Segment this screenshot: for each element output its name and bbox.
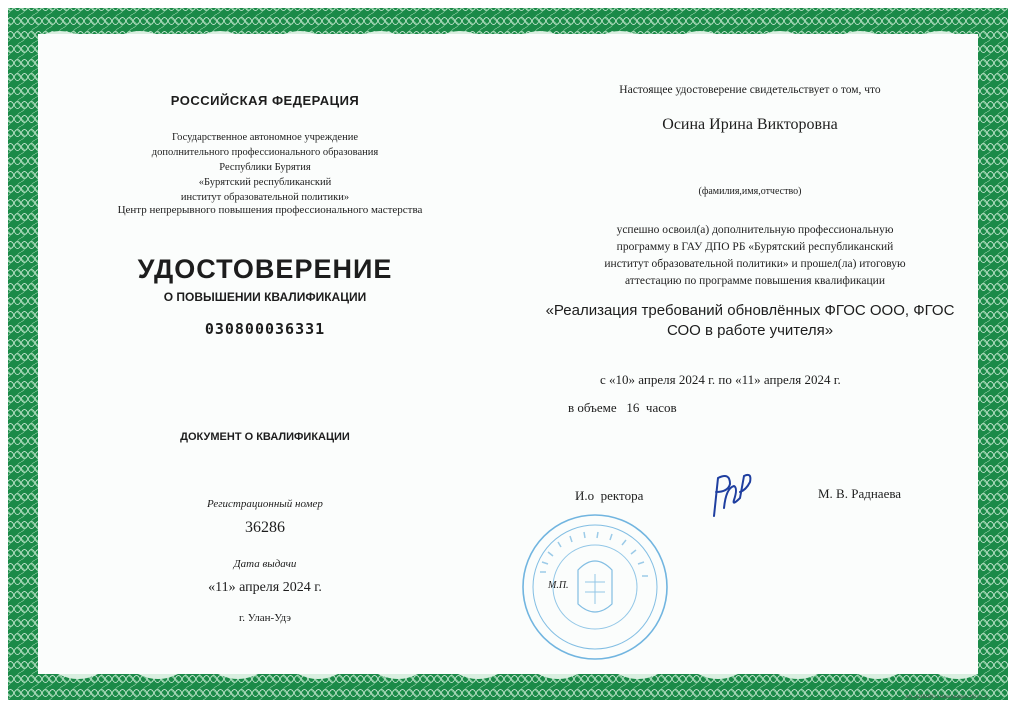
training-period: с «10» апреля 2024 г. по «11» апреля 2024 г. xyxy=(600,372,841,387)
serial-number: 030800036331 xyxy=(204,320,326,338)
program-title xyxy=(520,301,980,341)
completion-line: программу в ГАУ ДПО РБ «Бурятский республиканский xyxy=(616,241,894,253)
institution-line: институт образовательной политики» xyxy=(180,192,350,203)
institution-block xyxy=(110,130,420,205)
institution-line: «Бурятский республиканский xyxy=(198,177,332,188)
completion-text xyxy=(530,222,980,290)
official-seal xyxy=(520,512,670,662)
name-caption: (фамилия,имя,отчество) xyxy=(698,186,802,197)
city: г. Улан-Удэ xyxy=(238,612,292,624)
recipient-name: Осина Ирина Викторовна xyxy=(662,116,838,133)
intro-text: Настоящее удостоверение свидетельствует о том, что xyxy=(619,84,881,96)
signer-name: М. В. Раднаева xyxy=(818,486,902,501)
institution-line: Государственное автономное учреждение xyxy=(172,132,358,143)
registration-label: Регистрационный номер xyxy=(207,498,323,510)
institution-line: дополнительного профессионального образования xyxy=(151,147,379,158)
printer-note: АО «СИБПРО» Новосибирск 2023 г. А xyxy=(905,695,988,700)
completion-line: аттестацию по программе повышения квалификации xyxy=(625,275,885,287)
completion-line: успешно освоил(а) дополнительную профессиональную xyxy=(616,224,894,236)
document-title: УДОСТОВЕРЕНИЕ xyxy=(137,254,393,284)
document-subtitle: О ПОВЫШЕНИИ КВАЛИФИКАЦИИ xyxy=(163,290,367,304)
signer-title: И.о ректора xyxy=(575,488,644,503)
registration-number: 36286 xyxy=(245,519,285,536)
completion-line: институт образовательной политики» и прошел(ла) итоговую xyxy=(604,258,906,270)
document-type: ДОКУМЕНТ О КВАЛИФИКАЦИИ xyxy=(180,431,350,443)
country-heading: РОССИЙСКАЯ ФЕДЕРАЦИЯ xyxy=(170,93,360,108)
training-volume: в объеме 16 часов xyxy=(568,400,677,415)
center-name: Центр непрерывного повышения профессионального мастерства xyxy=(117,204,423,216)
stamp-label: М.П. xyxy=(548,580,569,591)
program-line: СОО в работе учителя» xyxy=(666,322,834,339)
institution-line: Республики Бурятия xyxy=(219,162,311,173)
issue-date-label: Дата выдачи xyxy=(233,558,297,570)
program-line: «Реализация требований обновлённых ФГОС ООО, ФГОС xyxy=(545,302,955,319)
issue-date: «11» апреля 2024 г. xyxy=(208,580,322,595)
signature xyxy=(700,470,760,520)
